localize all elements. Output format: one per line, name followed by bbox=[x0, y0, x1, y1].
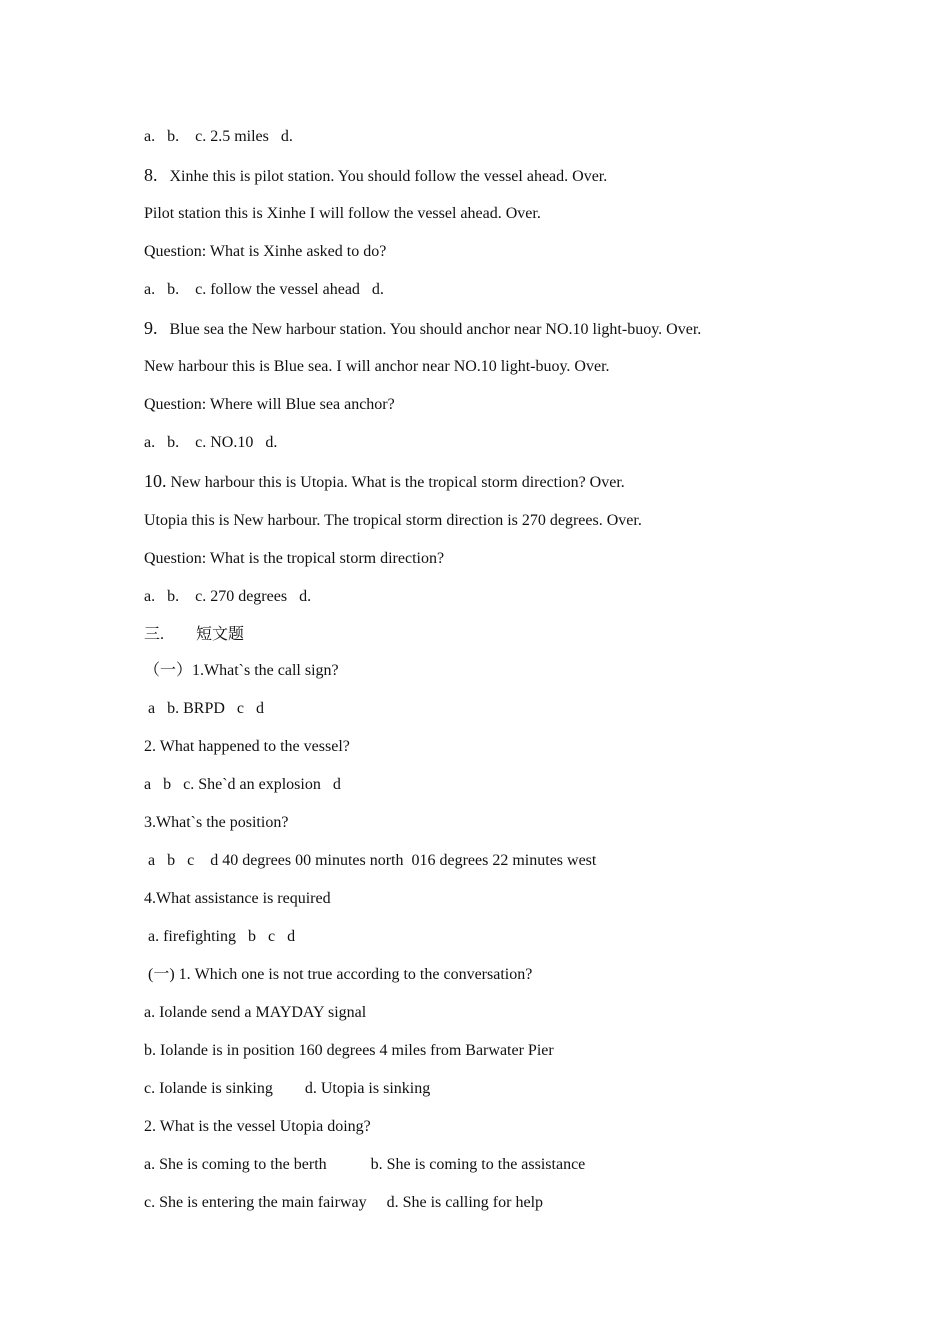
dialogue-line: Utopia this is New harbour. The tropical storm direction is 270 degrees. Over. bbox=[144, 512, 642, 529]
question-line: (一) 1. Which one is not true according to the conversation? bbox=[144, 966, 533, 983]
answer-options-q9: a. b. c. NO.10 d. bbox=[144, 434, 278, 451]
answer-options-q10: a. b. c. 270 degrees d. bbox=[144, 588, 312, 605]
section-heading: 三. 短文题 bbox=[144, 626, 245, 643]
answer-options: a b. BRPD c d bbox=[144, 700, 264, 717]
answer-options: a. firefighting b c d bbox=[144, 928, 296, 945]
question-10-prompt bbox=[144, 471, 625, 493]
question-line: Question: What is the tropical storm direction? bbox=[144, 550, 445, 567]
question-text: New harbour this is Utopia. What is the tropical storm direction? Over. bbox=[170, 474, 625, 491]
question-line: 4.What assistance is required bbox=[144, 890, 331, 907]
question-line: Question: Where will Blue sea anchor? bbox=[144, 396, 395, 413]
question-line: 2. What is the vessel Utopia doing? bbox=[144, 1118, 371, 1135]
answer-options: c. Iolande is sinking d. Utopia is sinking bbox=[144, 1080, 431, 1097]
dialogue-line: Pilot station this is Xinhe I will follow the vessel ahead. Over. bbox=[144, 205, 541, 222]
answer-options: c. She is entering the main fairway d. She is calling for help bbox=[144, 1194, 544, 1211]
answer-options: a. She is coming to the berth b. She is coming to the assistance bbox=[144, 1156, 586, 1173]
answer-options-text: a. b. c. 2.5 miles d. bbox=[144, 128, 293, 145]
question-9-prompt bbox=[144, 318, 701, 340]
question-text: Xinhe this is pilot station. You should follow the vessel ahead. Over. bbox=[169, 168, 608, 185]
question-number: 8. bbox=[144, 165, 158, 185]
question-8-prompt bbox=[144, 165, 607, 187]
answer-option: a. Iolande send a MAYDAY signal bbox=[144, 1004, 367, 1021]
question-line: Question: What is Xinhe asked to do? bbox=[144, 243, 387, 260]
answer-options-q7 bbox=[144, 127, 293, 147]
answer-options: a b c. She`d an explosion d bbox=[144, 776, 341, 793]
question-number: 10. bbox=[144, 471, 167, 491]
question-line: （一）1.What`s the call sign? bbox=[144, 662, 339, 679]
question-line: 2. What happened to the vessel? bbox=[144, 738, 350, 755]
answer-options: a b c d 40 degrees 00 minutes north 016 degrees 22 minutes west bbox=[144, 852, 597, 869]
question-number: 9. bbox=[144, 318, 158, 338]
answer-options-q8: a. b. c. follow the vessel ahead d. bbox=[144, 281, 384, 298]
question-text: Blue sea the New harbour station. You should anchor near NO.10 light-buoy. Over. bbox=[169, 321, 702, 338]
dialogue-line: New harbour this is Blue sea. I will anchor near NO.10 light-buoy. Over. bbox=[144, 358, 610, 375]
question-line: 3.What`s the position? bbox=[144, 814, 289, 831]
answer-option: b. Iolande is in position 160 degrees 4 miles from Barwater Pier bbox=[144, 1042, 554, 1059]
